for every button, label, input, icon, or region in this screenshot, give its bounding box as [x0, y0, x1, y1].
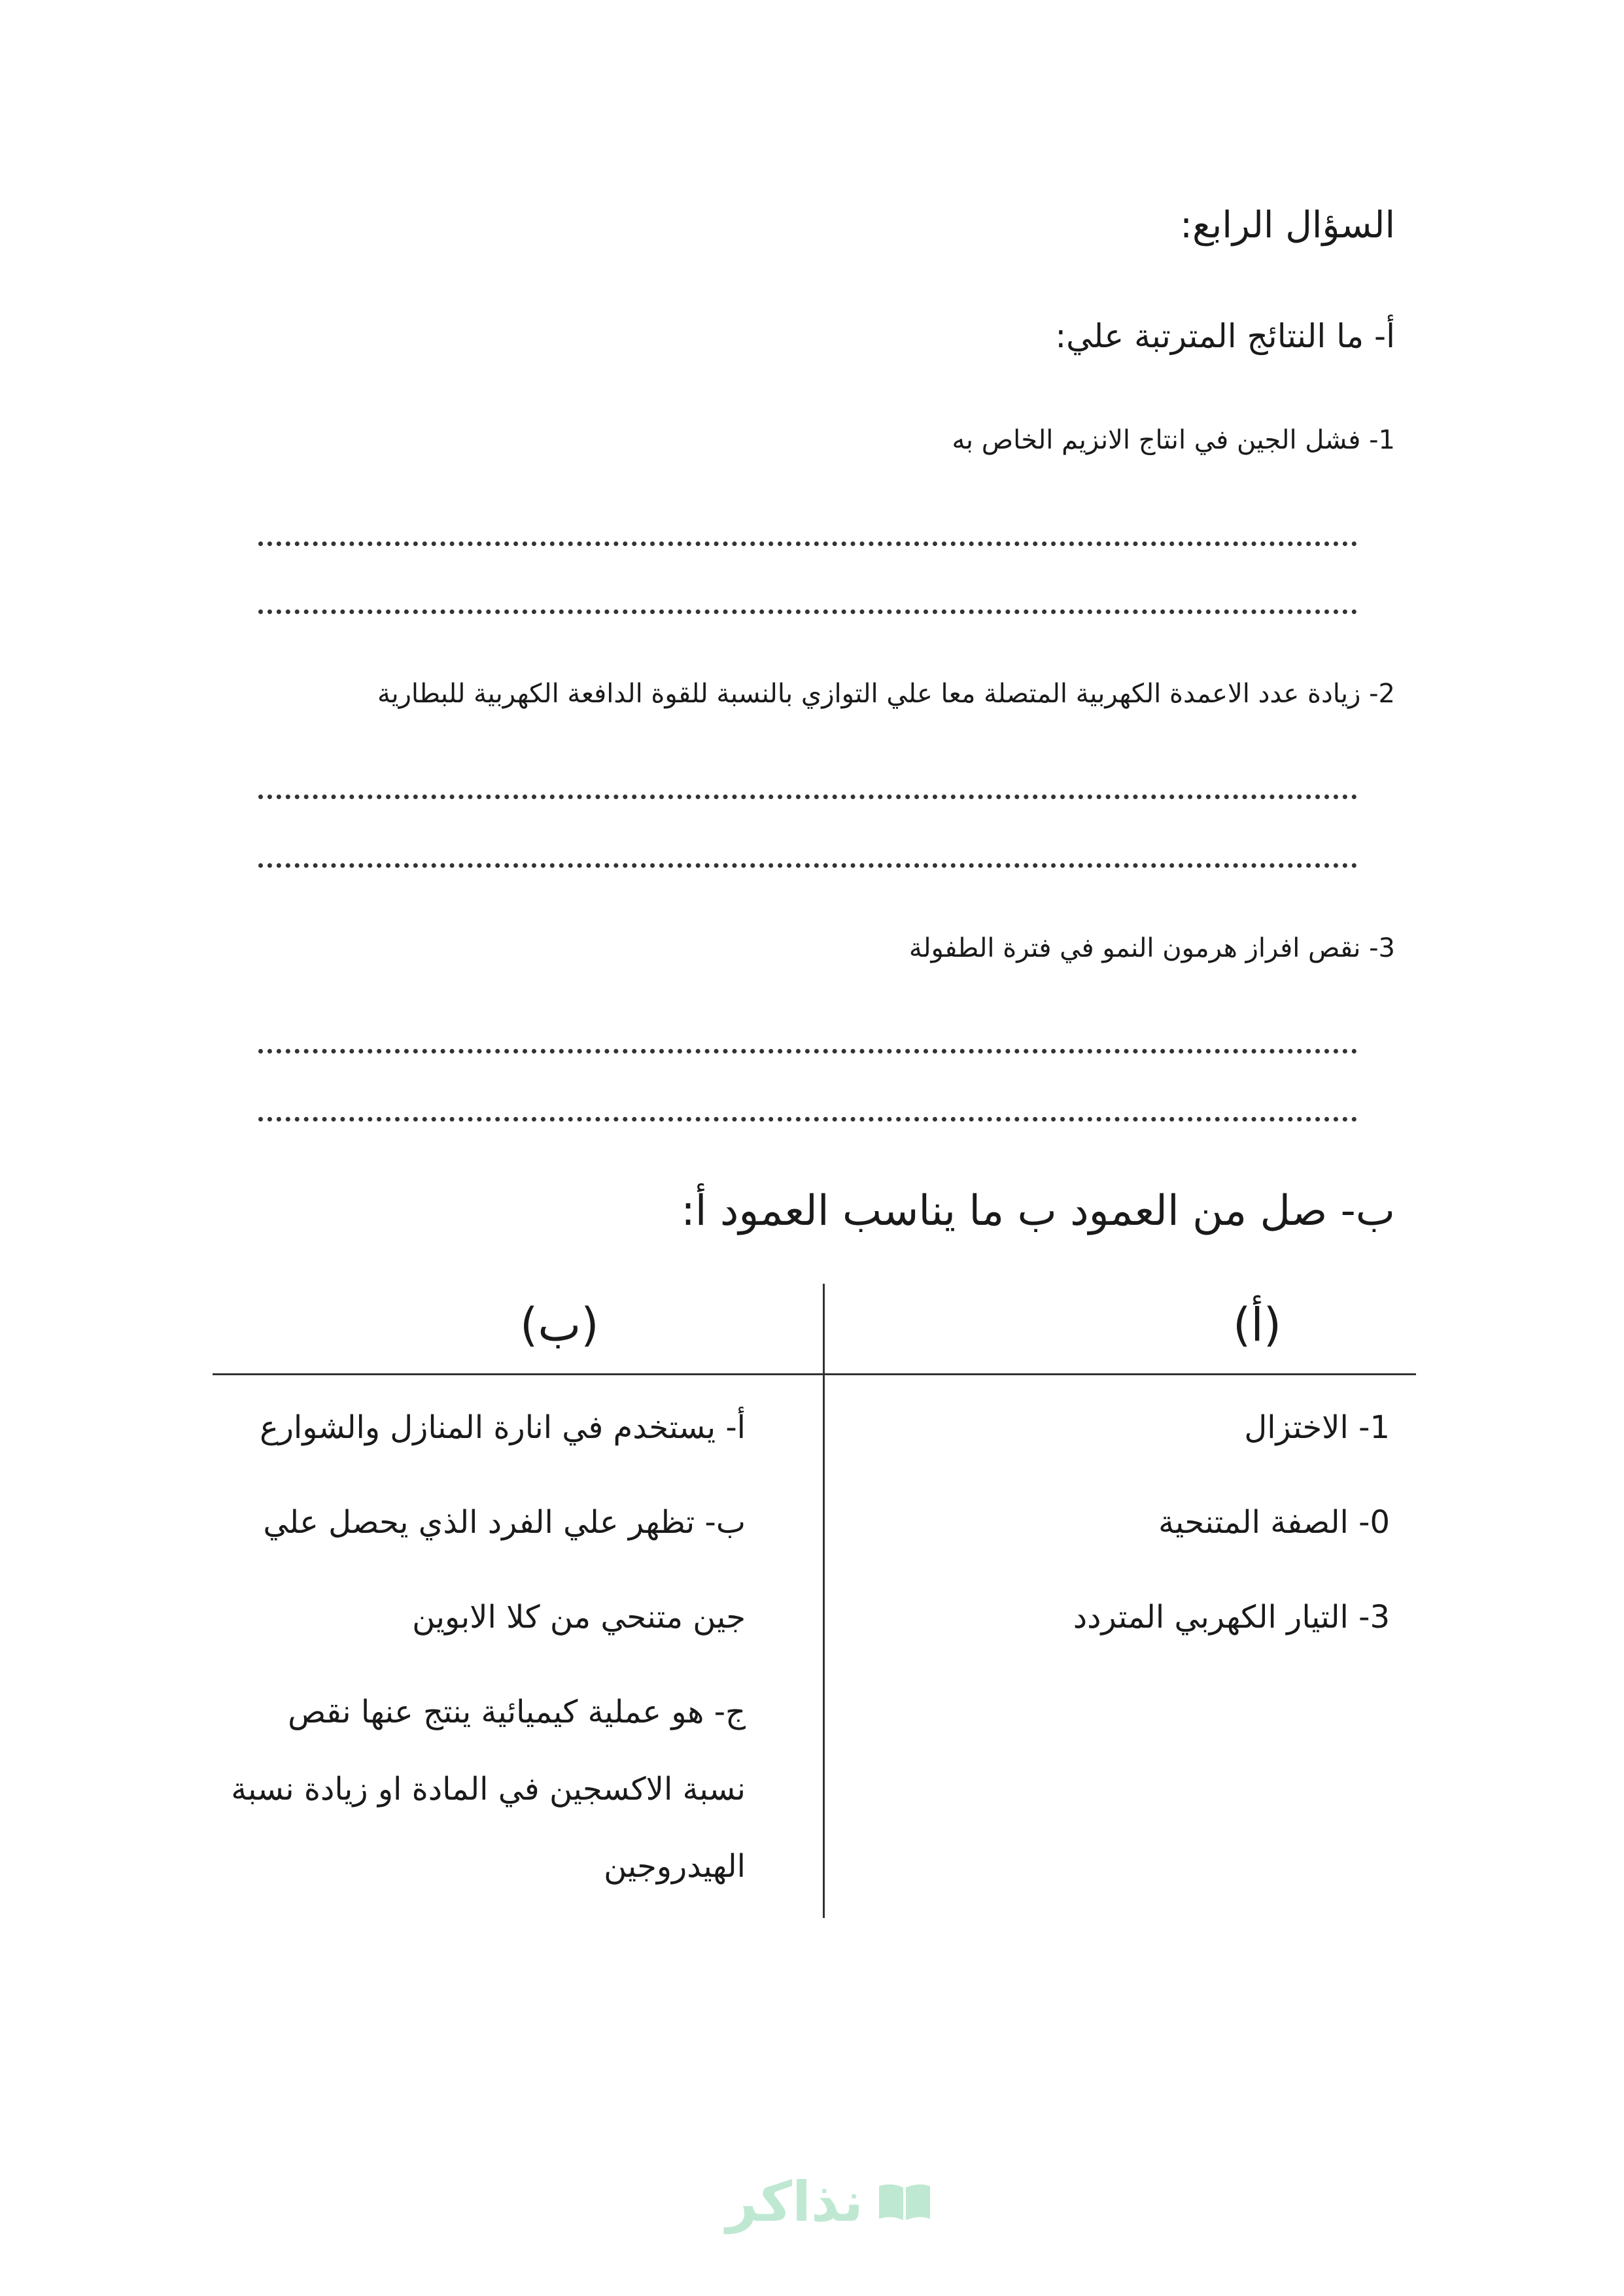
- part-a-heading: أ- ما النتائج المترتبة علي:: [1055, 317, 1395, 355]
- table-header-rule: [213, 1373, 1416, 1375]
- column-b-line: جين متنحي من كلا الابوين: [412, 1599, 746, 1636]
- question-title: السؤال الرابع:: [1180, 204, 1395, 247]
- column-a-item-2: 0- الصفة المتنحية: [1158, 1504, 1390, 1541]
- part-a-item-1: 1- فشل الجين في انتاج الانزيم الخاص به: [952, 425, 1395, 455]
- column-a-header: (أ): [1233, 1298, 1282, 1352]
- part-b-heading: ب- صل من العمود ب ما يناسب العمود أ:: [681, 1187, 1395, 1235]
- answer-line: [258, 541, 1357, 546]
- part-a-item-2: 2- زيادة عدد الاعمدة الكهربية المتصلة معا علي التوازي بالنسبة للقوة الدافعة الكهربية للبطارية: [377, 679, 1395, 709]
- watermark-text: نذاكر: [726, 2170, 863, 2234]
- table-column-divider: [823, 1284, 825, 1918]
- open-book-icon: [876, 2181, 933, 2223]
- answer-line: [258, 863, 1357, 868]
- answer-line: [258, 795, 1357, 799]
- column-b-line: ب- تظهر علي الفرد الذي يحصل علي: [263, 1504, 746, 1541]
- column-b-line: أ- يستخدم في انارة المنازل والشوارع: [260, 1409, 746, 1446]
- part-a-item-3: 3- نقص افراز هرمون النمو في فترة الطفولة: [908, 933, 1395, 963]
- answer-line: [258, 1117, 1357, 1122]
- answer-line: [258, 1049, 1357, 1054]
- column-b-line: ج- هو عملية كيميائية ينتج عنها نقص: [288, 1694, 746, 1730]
- column-b-line: نسبة الاكسجين في المادة او زيادة نسبة: [231, 1771, 746, 1808]
- column-a-item-3: 3- التيار الكهربي المتردد: [1073, 1599, 1390, 1636]
- column-b-line: الهيدروجين: [604, 1848, 746, 1885]
- answer-line: [258, 609, 1357, 614]
- column-b-header: (ب): [520, 1298, 599, 1352]
- column-a-item-1: 1- الاختزال: [1244, 1409, 1390, 1446]
